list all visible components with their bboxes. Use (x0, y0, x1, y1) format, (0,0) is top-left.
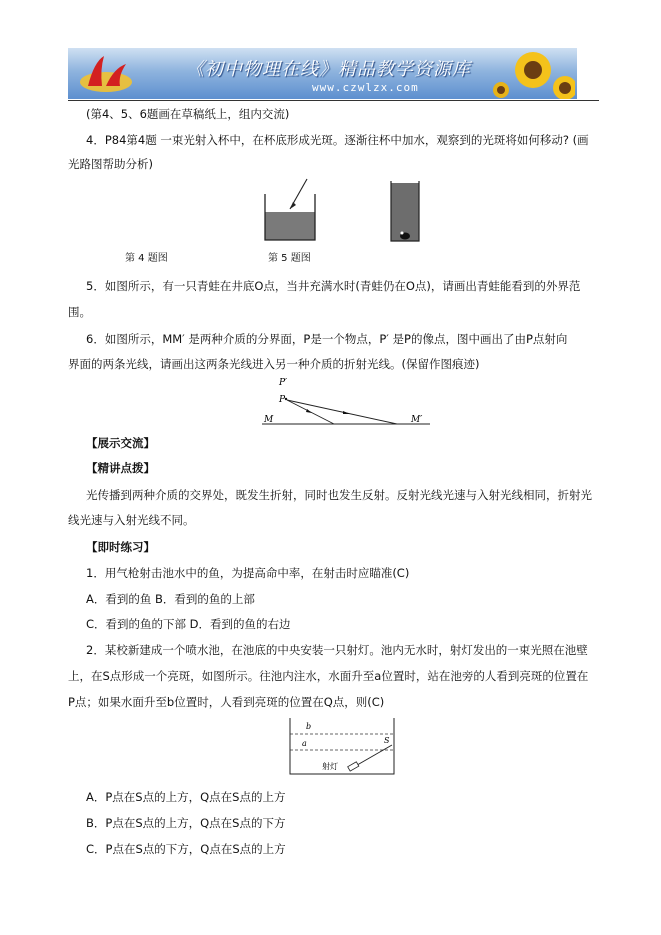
label-a: a (302, 739, 307, 748)
label-m-prime: M′ (411, 415, 423, 425)
practice-2-option-a: A．P点在S点的上方，Q点在S点的上方 (86, 790, 286, 804)
label-lamp: 射灯 (322, 762, 338, 771)
practice-1-question: 1．用气枪射击池水中的鱼，为提高命中率，在射击时应瞄准(C) (86, 566, 410, 580)
figure-fountain-pool (288, 716, 398, 776)
label-s: S (384, 736, 390, 745)
practice-2-line3: P点；如果水面升至b位置时，人看到亮斑的位置在Q点，则(C) (68, 695, 385, 709)
q4-line2: 光路图帮助分析) (68, 157, 153, 171)
section-key-points: 【精讲点拨】 (86, 461, 155, 475)
section-practice: 【即时练习】 (86, 540, 155, 554)
figure-5-caption: 第 5 题图 (268, 253, 311, 264)
label-p: P (279, 395, 286, 405)
sunflower-image (487, 48, 575, 99)
intro-note: (第4、5、6题画在草稿纸上，组内交流) (86, 107, 290, 121)
q5-line2: 围。 (68, 305, 91, 319)
banner-url[interactable]: www.czwlzx.com (312, 81, 419, 94)
q6-line1: 6．如图所示，MM′ 是两种介质的分界面，P是一个物点，P′ 是P的像点，图中画出了由P点射向 (86, 332, 568, 346)
practice-2-line2: 上，在S点形成一个亮斑，如图所示。往池内注水，水面升至a位置时，站在池旁的人看到亮斑的位置在 (68, 669, 589, 683)
q4-line1: 4．P84第4题 一束光射入杯中，在杯底形成光斑。逐渐往杯中加水，观察到的光斑将如何移动? (画 (86, 133, 589, 147)
q5-line1: 5．如图所示，有一只青蛙在井底O点，当井充满水时(青蛙仍在O点)，请画出青蛙能看到的外界范 (86, 279, 581, 293)
label-m: M (264, 415, 274, 425)
keypoint-line1: 光传播到两种介质的交界处，既发生折射，同时也发生反射。反射光线光速与入射光线相同，折射光 (86, 488, 592, 502)
banner-divider (68, 100, 599, 101)
site-logo (74, 52, 144, 96)
section-show-exchange: 【展示交流】 (86, 436, 155, 450)
label-p-prime: P′ (279, 378, 288, 388)
header-banner (68, 48, 577, 99)
practice-1-options-cd: C．看到的鱼的下部 D．看到的鱼的右边 (86, 617, 291, 631)
practice-2-option-b: B．P点在S点的上方，Q点在S点的下方 (86, 816, 286, 830)
practice-1-options-ab: A．看到的鱼 B．看到的鱼的上部 (86, 592, 255, 606)
figure-6-interface (262, 375, 432, 431)
practice-2-line1: 2．某校新建成一个喷水池，在池底的中央安装一只射灯。池内无水时，射灯发出的一束光照在池壁 (86, 643, 588, 657)
figure-4-caption: 第 4 题图 (125, 253, 168, 264)
practice-2-option-c: C．P点在S点的下方，Q点在S点的上方 (86, 842, 286, 856)
banner-title: 《初中物理在线》精品教学资源库 (186, 59, 471, 80)
label-b: b (306, 722, 312, 731)
keypoint-line2: 线光速与入射光线不同。 (68, 513, 195, 527)
q6-line2: 界面的两条光线，请画出这两条光线进入另一种介质的折射光线。(保留作图痕迹) (68, 357, 480, 371)
figure-5-well (388, 181, 424, 245)
figure-4-cup (258, 176, 322, 244)
